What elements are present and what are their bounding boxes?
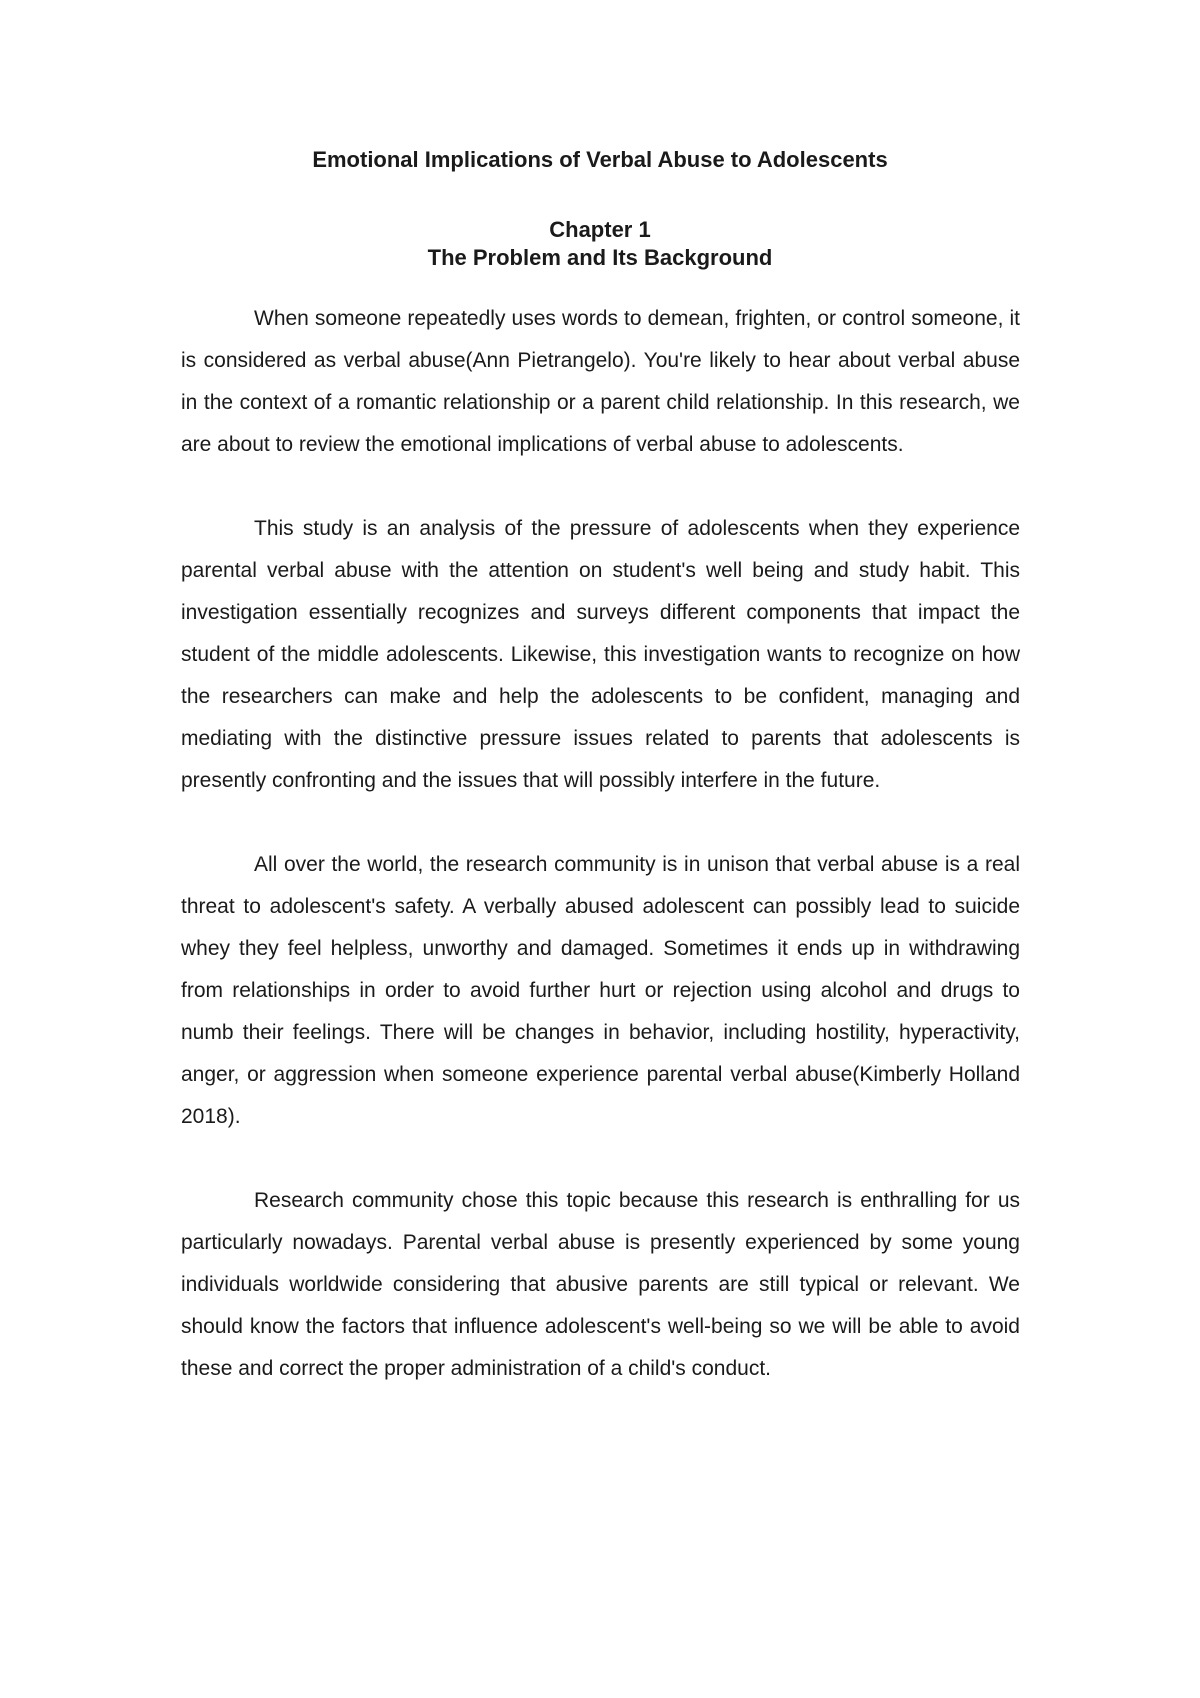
paragraph-2: This study is an analysis of the pressure of adolescents when they experience parental verbal abuse with the attention on student's well being and study habit. This investigation essentially recognizes and surveys different components that impact the student of the middle adolescents. Likewise, this investigation wants to recognize on how the researchers can make and help the adolescents to be confident, managing and mediating with the distinctive pressure issues related to parents that adolescents is presently confronting and the issues that will possibly interfere in the future. bbox=[181, 517, 1020, 792]
document-title: Emotional Implications of Verbal Abuse to Adolescents bbox=[312, 147, 888, 172]
body-text bbox=[181, 298, 1020, 1432]
paragraph-4: Research community chose this topic because this research is enthralling for us particularly nowadays. Parental verbal abuse is presently experienced by some young individuals worldwide considering that abusive parents are still typical or relevant. We should know the factors that influence adolescent's well-being so we will be able to avoid these and correct the proper administration of a child's conduct. bbox=[181, 1189, 1020, 1380]
paragraph-3: All over the world, the research community is in unison that verbal abuse is a real threat to adolescent's safety. A verbally abused adolescent can possibly lead to suicide whey they feel helpless, unworthy and damaged. Sometimes it ends up in withdrawing from relationships in order to avoid further hurt or rejection using alcohol and drugs to numb their feelings. There will be changes in behavior, including hostility, hyperactivity, anger, or aggression when someone experience parental verbal abuse(Kimberly Holland 2018). bbox=[181, 853, 1020, 1128]
chapter-number: Chapter 1 bbox=[549, 217, 651, 242]
paragraph-1: When someone repeatedly uses words to demean, frighten, or control someone, it is considered as verbal abuse(Ann Pietrangelo). You're likely to hear about verbal abuse in the context of a romantic relationship or a parent child relationship. In this research, we are about to review the emotional implications of verbal abuse to adolescents. bbox=[181, 307, 1020, 456]
chapter-title: The Problem and Its Background bbox=[427, 245, 773, 270]
